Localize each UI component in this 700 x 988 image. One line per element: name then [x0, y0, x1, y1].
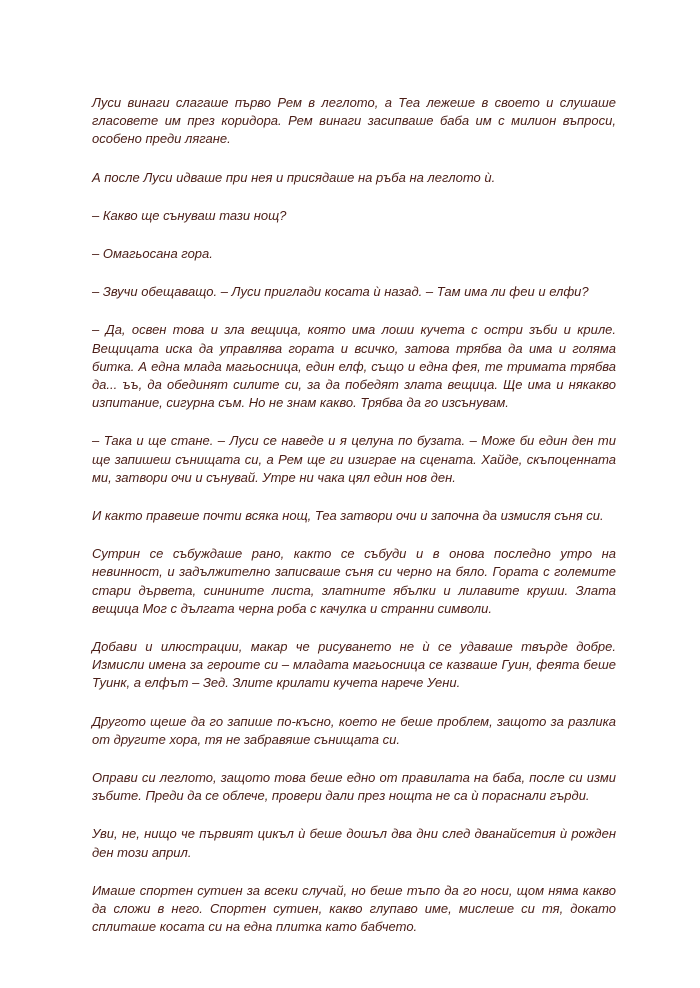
paragraph-3: – Какво ще сънуваш тази нощ?: [92, 207, 287, 223]
paragraph-2: А после Луси идваше при нея и присядаше на ръба на леглото ѝ.: [92, 169, 496, 185]
paragraph-10: Добави и илюстрации, макар че рисуването не ѝ се удаваше твърде добре. Измисли имена за героите си – младата магьосница се казваше Гуин, феята беше Туинк, а елфът – Зед. Злите крилати кучета нарече Уени.: [92, 639, 616, 691]
paragraph-8: И както правеше почти всяка нощ, Теа затвори очи и започна да измисля съня си.: [92, 508, 604, 524]
paragraph-11: Другото щеше да го запише по-късно, което не беше проблем, защото за разлика от другите хора, тя не забравяше сънищата си.: [92, 713, 616, 747]
document-body: [92, 94, 616, 957]
paragraph-7: – Така и ще стане. – Луси се наведе и я целуна по бузата. – Може би един ден ти ще запишеш сънищата си, а Рем ще ги изиграе на сцената. Хайде, скъпоценната ми, затвори очи и сънувай. Утре ни чака цял един нов ден.: [92, 433, 616, 485]
paragraph-5: – Звучи обещаващо. – Луси приглади косата ѝ назад. – Там има ли феи и елфи?: [92, 284, 589, 300]
paragraph-9: Сутрин се събуждаше рано, както се събуди и в онова последно утро на невинност, и задължително записваше съня си черно на бяло. Гората с големите стари дървета, синините листа, златните ябълки и лилавите круши. Злата вещица Мог с дългата черна роба с качулка и странни символи.: [92, 546, 616, 616]
paragraph-13: Уви, не, нищо че първият цикъл ѝ беше дошъл два дни след дванайсетия ѝ рожден ден този април.: [92, 826, 616, 860]
paragraph-14: Имаше спортен сутиен за всеки случай, но беше тъпо да го носи, щом няма какво да сложи в него. Спортен сутиен, какво глупаво име, мислеше си тя, докато сплиташе косата си на една плитка като бабчето.: [92, 882, 616, 935]
paragraph-1: Луси винаги слагаше първо Рем в леглото, а Теа лежеше в своето и слушаше гласовете им през коридора. Рем винаги засипваше баба им с милион въпроси, особено преди лягане.: [92, 95, 616, 147]
paragraph-12: Оправи си леглото, защото това беше едно от правилата на баба, после си изми зъбите. Преди да се облече, провери дали през нощта не са ѝ пораснали гърди.: [92, 770, 616, 804]
paragraph-4: – Омагьосана гора.: [92, 246, 213, 262]
paragraph-6: – Да, освен това и зла вещица, която има лоши кучета с остри зъби и криле. Вещицата иска да управлява гората и всичко, затова трябва да има и голяма битка. А една млада магьосница, един елф, също и една фея, те тримата трябва да... ъъ, да обединят силите си, за да победят злата вещица. Ще има и някакво изпитание, сигурна съм. Но не знам какво. Трябва да го изсънувам.: [92, 322, 616, 411]
